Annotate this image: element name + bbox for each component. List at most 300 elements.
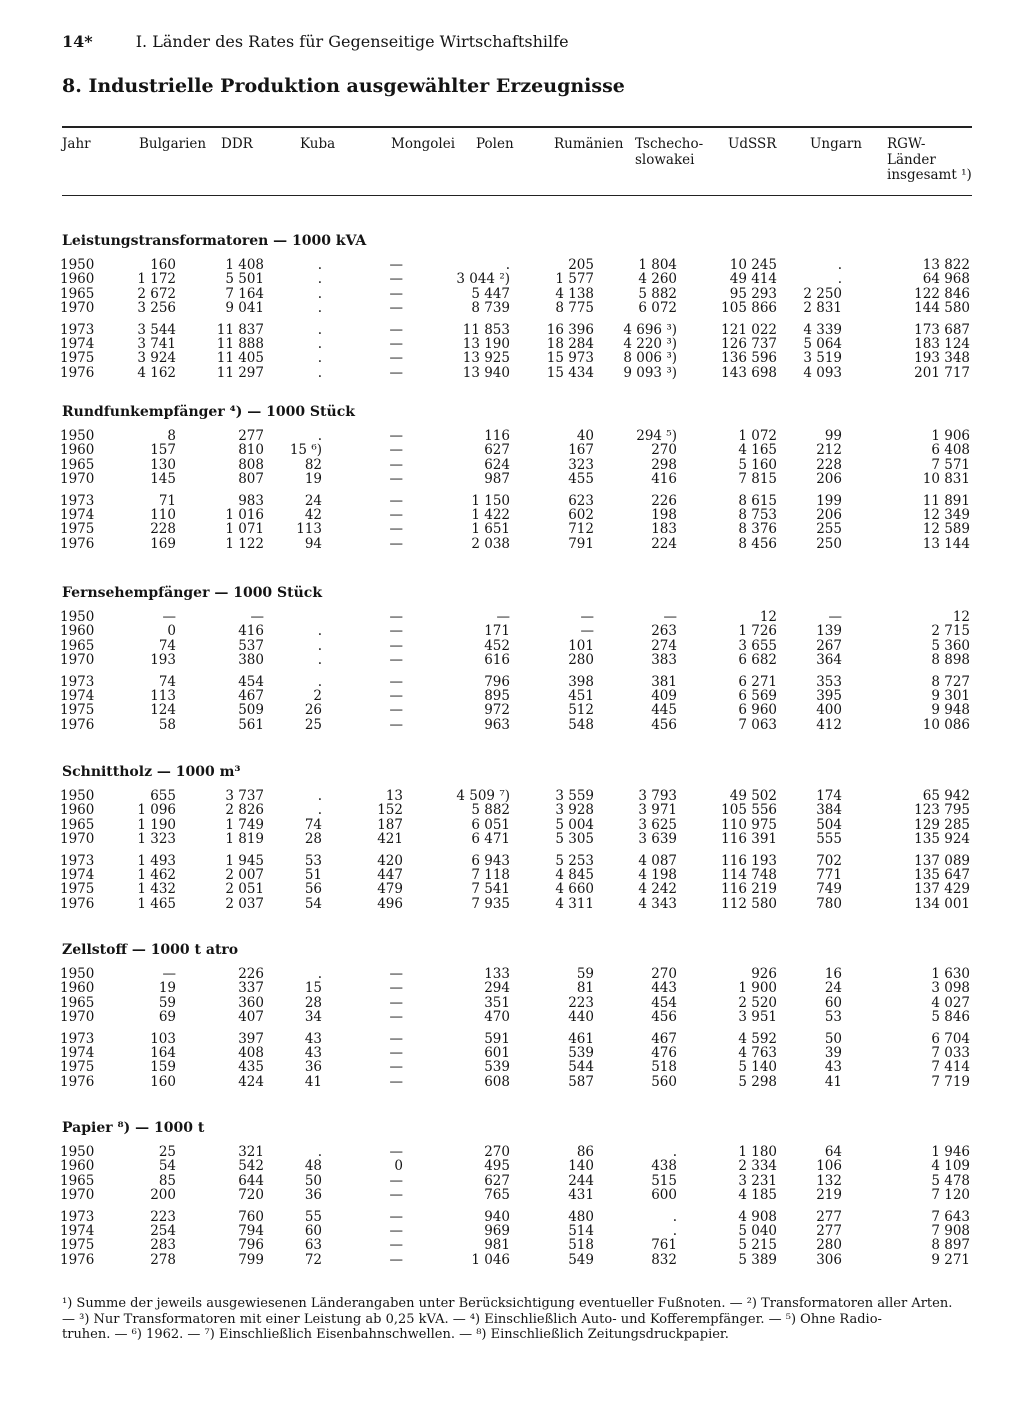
value-cell-tschechoslowakei: 438 (651, 1158, 677, 1175)
table-row (0, 1209, 1024, 1224)
value-cell-mongolei: — (389, 1208, 403, 1225)
value-cell-polen: 981 (484, 1237, 510, 1254)
value-cell-polen: 171 (484, 623, 510, 640)
value-cell-bulgarien: 1 096 (137, 802, 176, 819)
value-cell-rumaenien: 602 (568, 507, 594, 523)
value-cell-mongolei: — (389, 521, 403, 538)
column-header-ddr: DDR (221, 136, 253, 152)
value-cell-ddr: 561 (238, 716, 264, 733)
value-cell-ddr: 277 (238, 428, 264, 444)
value-cell-ddr: 11 297 (216, 364, 264, 381)
value-cell-mongolei: — (389, 271, 403, 288)
year-cell: 1950 (60, 257, 95, 273)
value-cell-tschechoslowakei: 416 (651, 471, 677, 488)
value-cell-rgw: 3 098 (931, 980, 970, 997)
year-cell: 1975 (60, 881, 95, 898)
value-cell-ungarn: 280 (816, 1237, 842, 1254)
value-cell-kuba: . (317, 428, 322, 444)
value-cell-rumaenien: 512 (568, 702, 594, 719)
column-header-rgw: RGW- Länder insgesamt ¹) (887, 136, 972, 183)
value-cell-ungarn: 250 (816, 535, 842, 552)
value-cell-mongolei: 13 (385, 788, 403, 804)
value-cell-udssr: 6 682 (738, 652, 777, 669)
value-cell-bulgarien: 74 (158, 673, 176, 690)
year-cell: 1965 (60, 816, 95, 833)
value-cell-udssr: 1 072 (738, 428, 777, 444)
value-cell-bulgarien: 124 (150, 702, 176, 719)
value-cell-ddr: 11 837 (216, 321, 264, 338)
value-cell-kuba: 74 (304, 816, 322, 833)
value-cell-kuba: . (317, 623, 322, 640)
value-cell-ungarn: 39 (824, 1045, 842, 1061)
value-cell-rgw: 123 795 (914, 802, 970, 819)
value-cell-udssr: 116 219 (721, 881, 777, 898)
value-cell-rgw: 4 027 (931, 994, 970, 1011)
value-cell-polen: 987 (484, 471, 510, 488)
value-cell-rgw: 11 891 (922, 492, 970, 509)
value-cell-kuba: . (317, 788, 322, 804)
value-cell-rgw: 129 285 (914, 816, 970, 833)
value-cell-polen: 4 509 ⁷) (456, 788, 510, 804)
value-cell-rgw: 6 704 (931, 1030, 970, 1047)
value-cell-polen: 5 447 (471, 285, 510, 302)
year-cell: 1976 (60, 1251, 95, 1268)
value-cell-mongolei: — (389, 1059, 403, 1076)
value-cell-ddr: 2 007 (225, 867, 264, 883)
value-cell-mongolei: — (389, 1187, 403, 1204)
value-cell-tschechoslowakei: 3 793 (638, 788, 677, 804)
section-title: Zellstoff — 1000 t atro (62, 942, 239, 958)
value-cell-ungarn: 384 (816, 802, 842, 819)
table-row (0, 802, 1024, 817)
table-row (0, 271, 1024, 286)
value-cell-ungarn: 212 (816, 442, 842, 459)
value-cell-ungarn: 2 250 (803, 285, 842, 302)
year-cell: 1950 (60, 428, 95, 444)
value-cell-mongolei: — (389, 300, 403, 317)
value-cell-rumaenien: 455 (568, 471, 594, 488)
table-row (0, 428, 1024, 443)
year-cell: 1975 (60, 350, 95, 367)
value-cell-kuba: . (317, 1144, 322, 1160)
value-cell-tschechoslowakei: 183 (651, 521, 677, 538)
year-cell: 1976 (60, 364, 95, 381)
value-cell-ddr: 226 (238, 966, 264, 982)
year-cell: 1960 (60, 271, 95, 288)
value-cell-rumaenien: 223 (568, 994, 594, 1011)
value-cell-mongolei: — (389, 688, 403, 704)
value-cell-ddr: 380 (238, 652, 264, 669)
value-cell-rgw: 5 846 (931, 1009, 970, 1026)
value-cell-mongolei: — (389, 1237, 403, 1254)
value-cell-bulgarien: 164 (150, 1045, 176, 1061)
value-cell-polen: 963 (484, 716, 510, 733)
value-cell-udssr: 116 193 (721, 852, 777, 869)
value-cell-polen: 972 (484, 702, 510, 719)
value-cell-bulgarien: 3 256 (137, 300, 176, 317)
value-cell-ddr: 509 (238, 702, 264, 719)
value-cell-tschechoslowakei: 1 804 (638, 257, 677, 273)
value-cell-mongolei: — (389, 535, 403, 552)
value-cell-polen: 294 (484, 980, 510, 997)
value-cell-udssr: 105 866 (721, 300, 777, 317)
value-cell-rumaenien: 140 (568, 1158, 594, 1175)
value-cell-ddr: 360 (238, 994, 264, 1011)
value-cell-rumaenien: 244 (568, 1172, 594, 1189)
year-cell: 1973 (60, 492, 95, 509)
value-cell-ddr: 408 (238, 1045, 264, 1061)
value-cell-udssr: 4 763 (738, 1045, 777, 1061)
table-row (0, 788, 1024, 803)
running-head-text: I. Länder des Rates für Gegenseitige Wirtschaftshilfe (135, 32, 569, 51)
value-cell-rumaenien: 81 (576, 980, 594, 997)
value-cell-ungarn: 199 (816, 492, 842, 509)
value-cell-bulgarien: 25 (158, 1144, 176, 1160)
value-cell-tschechoslowakei: 270 (651, 966, 677, 982)
value-cell-polen: 351 (484, 994, 510, 1011)
year-cell: 1974 (60, 507, 95, 523)
value-cell-ungarn: 306 (816, 1251, 842, 1268)
value-cell-ungarn: 43 (824, 1059, 842, 1076)
value-cell-kuba: . (317, 652, 322, 669)
value-cell-udssr: 49 414 (729, 271, 777, 288)
year-cell: 1973 (60, 673, 95, 690)
value-cell-polen: 2 038 (471, 535, 510, 552)
value-cell-rgw: 144 580 (914, 300, 970, 317)
value-cell-kuba: . (317, 321, 322, 338)
value-cell-rumaenien: 4 311 (555, 895, 594, 912)
year-cell: 1976 (60, 716, 95, 733)
value-cell-mongolei: — (389, 623, 403, 640)
value-cell-polen: 539 (484, 1059, 510, 1076)
value-cell-polen: 452 (484, 637, 510, 654)
value-cell-ungarn: 139 (816, 623, 842, 640)
value-cell-udssr: 1 900 (738, 980, 777, 997)
value-cell-bulgarien: 169 (150, 535, 176, 552)
value-cell-udssr: 4 592 (738, 1030, 777, 1047)
value-cell-polen: 627 (484, 1172, 510, 1189)
value-cell-rgw: 12 349 (922, 507, 970, 523)
value-cell-polen: — (496, 609, 510, 625)
table-row (0, 1252, 1024, 1267)
value-cell-udssr: 5 140 (738, 1059, 777, 1076)
value-cell-rgw: 9 301 (931, 688, 970, 704)
value-cell-kuba: 48 (304, 1158, 322, 1175)
value-cell-tschechoslowakei: 226 (651, 492, 677, 509)
table-row (0, 350, 1024, 365)
value-cell-kuba: 50 (304, 1172, 322, 1189)
value-cell-bulgarien: 145 (150, 471, 176, 488)
table-title: 8. Industrielle Produktion ausgewählter Erzeugnisse (62, 75, 625, 97)
table-row (0, 1158, 1024, 1173)
value-cell-kuba: 53 (304, 852, 322, 869)
value-cell-polen: 13 925 (462, 350, 510, 367)
value-cell-ddr: 983 (238, 492, 264, 509)
value-cell-tschechoslowakei: 518 (651, 1059, 677, 1076)
value-cell-ddr: 435 (238, 1059, 264, 1076)
year-cell: 1960 (60, 980, 95, 997)
value-cell-ungarn: — (828, 609, 842, 625)
value-cell-kuba: 2 (313, 688, 322, 704)
value-cell-bulgarien: 130 (150, 456, 176, 473)
year-cell: 1973 (60, 1030, 95, 1047)
value-cell-bulgarien: 54 (158, 1158, 176, 1175)
column-header-kuba: Kuba (300, 136, 336, 152)
value-cell-polen: . (505, 257, 510, 273)
value-cell-tschechoslowakei: 4 696 ³) (623, 321, 677, 338)
value-cell-polen: 969 (484, 1223, 510, 1239)
value-cell-udssr: 5 160 (738, 456, 777, 473)
value-cell-bulgarien: 159 (150, 1059, 176, 1076)
table-row (0, 896, 1024, 911)
column-header-rumaenien: Rumänien (554, 136, 624, 152)
value-cell-bulgarien: 4 162 (137, 364, 176, 381)
value-cell-udssr: 105 556 (721, 802, 777, 819)
value-cell-bulgarien: 1 493 (137, 852, 176, 869)
table-row (0, 881, 1024, 896)
value-cell-udssr: 5 215 (738, 1237, 777, 1254)
value-cell-kuba: 55 (304, 1208, 322, 1225)
table-row (0, 1223, 1024, 1238)
value-cell-tschechoslowakei: 270 (651, 442, 677, 459)
value-cell-kuba: . (317, 966, 322, 982)
value-cell-polen: 5 882 (471, 802, 510, 819)
value-cell-kuba: 24 (304, 492, 322, 509)
value-cell-udssr: 5 298 (738, 1073, 777, 1090)
value-cell-tschechoslowakei: 381 (651, 673, 677, 690)
column-header-ungarn: Ungarn (810, 136, 862, 152)
value-cell-ungarn: 206 (816, 507, 842, 523)
value-cell-rumaenien: 544 (568, 1059, 594, 1076)
year-cell: 1950 (60, 788, 95, 804)
value-cell-bulgarien: 69 (158, 1009, 176, 1026)
value-cell-ungarn: 4 339 (803, 321, 842, 338)
value-cell-tschechoslowakei: 298 (651, 456, 677, 473)
year-cell: 1973 (60, 1208, 95, 1225)
value-cell-ddr: 3 737 (225, 788, 264, 804)
value-cell-udssr: 4 185 (738, 1187, 777, 1204)
value-cell-bulgarien: 193 (150, 652, 176, 669)
value-cell-udssr: 8 376 (738, 521, 777, 538)
year-cell: 1970 (60, 1009, 95, 1026)
value-cell-ungarn: 3 519 (803, 350, 842, 367)
value-cell-rumaenien: 5 253 (555, 852, 594, 869)
table-row (0, 980, 1024, 995)
value-cell-tschechoslowakei: 4 220 ³) (623, 336, 677, 352)
value-cell-udssr: 5 389 (738, 1251, 777, 1268)
value-cell-udssr: 121 022 (721, 321, 777, 338)
value-cell-kuba: 19 (304, 471, 322, 488)
section-title: Rundfunkempfänger ⁴) — 1000 Stück (62, 404, 355, 420)
year-cell: 1965 (60, 456, 95, 473)
value-cell-kuba: 60 (304, 1223, 322, 1239)
value-cell-udssr: 3 231 (738, 1172, 777, 1189)
value-cell-mongolei: 187 (377, 816, 403, 833)
value-cell-rumaenien: 3 559 (555, 788, 594, 804)
value-cell-rgw: 13 822 (922, 257, 970, 273)
table-row (0, 442, 1024, 457)
value-cell-ungarn: 364 (816, 652, 842, 669)
value-cell-kuba: . (317, 364, 322, 381)
value-cell-mongolei: 421 (377, 831, 403, 848)
table-row (0, 867, 1024, 882)
value-cell-ungarn: 16 (824, 966, 842, 982)
value-cell-polen: 1 651 (471, 521, 510, 538)
value-cell-tschechoslowakei: 761 (651, 1237, 677, 1254)
value-cell-ungarn: 395 (816, 688, 842, 704)
value-cell-polen: 7 118 (471, 867, 510, 883)
value-cell-udssr: 10 245 (729, 257, 777, 273)
value-cell-polen: 13 940 (462, 364, 510, 381)
value-cell-bulgarien: 1 465 (137, 895, 176, 912)
value-cell-tschechoslowakei: 3 625 (638, 816, 677, 833)
value-cell-ddr: 2 037 (225, 895, 264, 912)
value-cell-mongolei: — (389, 716, 403, 733)
value-cell-polen: 6 943 (471, 852, 510, 869)
value-cell-bulgarien: 19 (158, 980, 176, 997)
value-cell-kuba: 28 (304, 831, 322, 848)
value-cell-bulgarien: 1 190 (137, 816, 176, 833)
value-cell-ddr: 720 (238, 1187, 264, 1204)
value-cell-rumaenien: 8 775 (555, 300, 594, 317)
value-cell-udssr: 136 596 (721, 350, 777, 367)
value-cell-bulgarien: 228 (150, 521, 176, 538)
value-cell-udssr: 4 908 (738, 1208, 777, 1225)
value-cell-tschechoslowakei: . (672, 1208, 677, 1225)
value-cell-udssr: 2 520 (738, 994, 777, 1011)
value-cell-kuba: . (317, 271, 322, 288)
value-cell-rgw: 9 271 (931, 1251, 970, 1268)
value-cell-ddr: 397 (238, 1030, 264, 1047)
table-row (0, 1045, 1024, 1060)
value-cell-rumaenien: 167 (568, 442, 594, 459)
table-row (0, 1144, 1024, 1159)
value-cell-rgw: 173 687 (914, 321, 970, 338)
value-cell-polen: 765 (484, 1187, 510, 1204)
year-cell: 1970 (60, 1187, 95, 1204)
value-cell-rgw: 8 727 (931, 673, 970, 690)
value-cell-ungarn: 277 (816, 1208, 842, 1225)
year-cell: 1974 (60, 1045, 95, 1061)
value-cell-ungarn: 64 (824, 1144, 842, 1160)
value-cell-kuba: 34 (304, 1009, 322, 1026)
value-cell-udssr: 12 (759, 609, 777, 625)
value-cell-kuba: . (317, 637, 322, 654)
table-row (0, 623, 1024, 638)
table-row (0, 493, 1024, 508)
value-cell-polen: 627 (484, 442, 510, 459)
value-cell-bulgarien: 160 (150, 1073, 176, 1090)
value-cell-rumaenien: 4 660 (555, 881, 594, 898)
value-cell-udssr: 6 271 (738, 673, 777, 690)
value-cell-polen: 495 (484, 1158, 510, 1175)
value-cell-rgw: 1 946 (931, 1144, 970, 1160)
value-cell-udssr: 926 (751, 966, 777, 982)
value-cell-rumaenien: 549 (568, 1251, 594, 1268)
value-cell-tschechoslowakei: 4 087 (638, 852, 677, 869)
value-cell-tschechoslowakei: 9 093 ³) (623, 364, 677, 381)
value-cell-rumaenien: 5 305 (555, 831, 594, 848)
value-cell-ungarn: 4 093 (803, 364, 842, 381)
value-cell-udssr: 8 753 (738, 507, 777, 523)
value-cell-kuba: 94 (304, 535, 322, 552)
year-cell: 1965 (60, 1172, 95, 1189)
table-row (0, 638, 1024, 653)
value-cell-rgw: 7 414 (931, 1059, 970, 1076)
footnote-line: truhen. — ⁶) 1962. — ⁷) Einschließlich Eisenbahnschwellen. — ⁸) Einschließlich Zeitungsdruckpapier. (62, 1327, 729, 1342)
value-cell-bulgarien: 58 (158, 716, 176, 733)
value-cell-mongolei: — (389, 1251, 403, 1268)
table-row (0, 652, 1024, 667)
table-row (0, 817, 1024, 832)
value-cell-udssr: 6 960 (738, 702, 777, 719)
value-cell-tschechoslowakei: 476 (651, 1045, 677, 1061)
year-cell: 1975 (60, 1059, 95, 1076)
value-cell-bulgarien: 3 924 (137, 350, 176, 367)
value-cell-rumaenien: 4 845 (555, 867, 594, 883)
value-cell-tschechoslowakei: — (663, 609, 677, 625)
value-cell-ddr: 1 819 (225, 831, 264, 848)
year-cell: 1974 (60, 336, 95, 352)
value-cell-kuba: 113 (296, 521, 322, 538)
value-cell-rumaenien: 1 577 (555, 271, 594, 288)
year-cell: 1965 (60, 285, 95, 302)
value-cell-kuba: 41 (304, 1073, 322, 1090)
year-cell: 1970 (60, 831, 95, 848)
value-cell-rgw: 7 120 (931, 1187, 970, 1204)
value-cell-rumaenien: 440 (568, 1009, 594, 1026)
value-cell-bulgarien: — (162, 966, 176, 982)
table-row (0, 831, 1024, 846)
year-cell: 1976 (60, 895, 95, 912)
value-cell-kuba: 28 (304, 994, 322, 1011)
value-cell-rumaenien: 480 (568, 1208, 594, 1225)
value-cell-mongolei: — (389, 336, 403, 352)
year-cell: 1970 (60, 471, 95, 488)
value-cell-rgw: 12 589 (922, 521, 970, 538)
value-cell-rgw: 183 124 (914, 336, 970, 352)
table-row (0, 688, 1024, 703)
value-cell-rumaenien: 712 (568, 521, 594, 538)
value-cell-mongolei: — (389, 1009, 403, 1026)
value-cell-rumaenien: 431 (568, 1187, 594, 1204)
value-cell-bulgarien: 3 741 (137, 336, 176, 352)
year-cell: 1975 (60, 1237, 95, 1254)
value-cell-kuba: 56 (304, 881, 322, 898)
value-cell-ungarn: 99 (824, 428, 842, 444)
footnote-line: — ³) Nur Transformatoren mit einer Leistung ab 0,25 kVA. — ⁴) Einschließlich Auto- und Kofferempfänger. — ⁵) Ohne Radio- (62, 1311, 882, 1327)
value-cell-mongolei: — (389, 637, 403, 654)
value-cell-mongolei: — (389, 350, 403, 367)
value-cell-rgw: 193 348 (914, 350, 970, 367)
value-cell-rumaenien: 461 (568, 1030, 594, 1047)
value-cell-rumaenien: 18 284 (546, 336, 594, 352)
table-row (0, 1009, 1024, 1024)
value-cell-polen: 133 (484, 966, 510, 982)
value-cell-rumaenien: 3 928 (555, 802, 594, 819)
value-cell-ddr: 807 (238, 471, 264, 488)
table-row (0, 1031, 1024, 1046)
value-cell-ddr: 1 945 (225, 852, 264, 869)
value-cell-bulgarien: 2 672 (137, 285, 176, 302)
value-cell-mongolei: — (389, 609, 403, 625)
value-cell-rgw: 64 968 (922, 271, 970, 288)
value-cell-ddr: 1 071 (225, 521, 264, 538)
value-cell-kuba: 54 (304, 895, 322, 912)
value-cell-rgw: 7 643 (931, 1208, 970, 1225)
value-cell-bulgarien: 655 (150, 788, 176, 804)
value-cell-udssr: 8 456 (738, 535, 777, 552)
